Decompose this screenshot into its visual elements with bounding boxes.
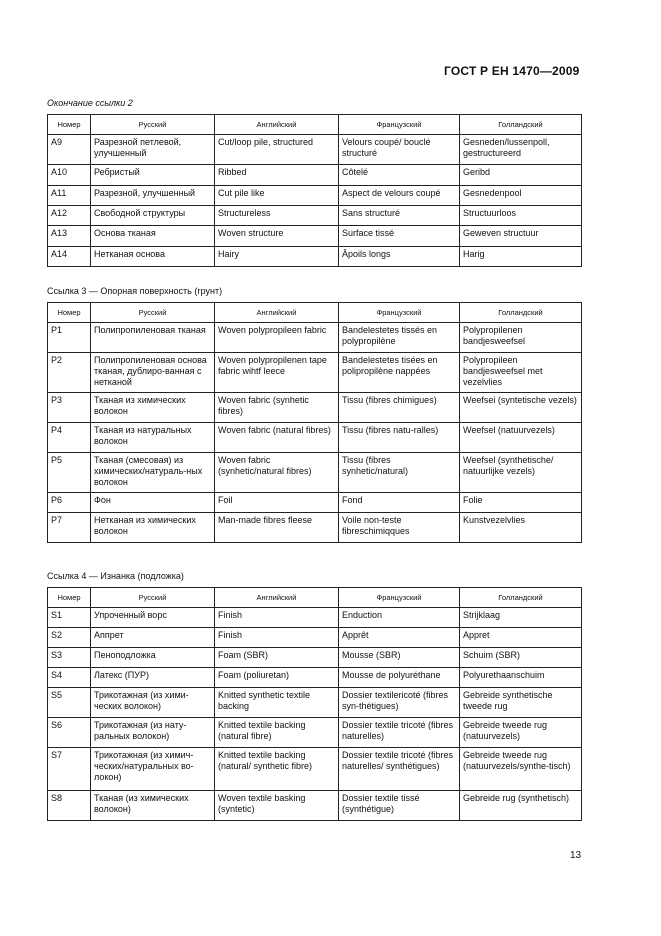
table-cell: Gebreide synthetische tweede rug xyxy=(460,688,582,718)
table-cell: Основа тканая xyxy=(91,226,215,247)
table-cell: Ribbed xyxy=(215,165,339,186)
table-row xyxy=(48,423,582,453)
table-cell: S2 xyxy=(48,628,91,648)
terms-table xyxy=(47,114,582,267)
table-row xyxy=(48,648,582,668)
table-cell: Structureless xyxy=(215,206,339,226)
table-cell: Finish xyxy=(215,628,339,648)
table-cell: Fond xyxy=(339,493,460,513)
table-cell: A12 xyxy=(48,206,91,226)
column-header: Английский xyxy=(215,588,339,608)
table-cell: Woven polypropilenen tape fabric wihtf leece xyxy=(215,353,339,393)
column-header: Французский xyxy=(339,115,460,135)
table-cell: P1 xyxy=(48,323,91,353)
table-cell: S5 xyxy=(48,688,91,718)
table-cell: A9 xyxy=(48,135,91,165)
table-cell: Knitted textile backing (natural/ synthetic fibre) xyxy=(215,748,339,791)
table-cell: Тканая (смесовая) из химических/натураль-ных волокон xyxy=(91,453,215,493)
table-cell: A14 xyxy=(48,247,91,267)
table-cell: Полипропиленовая основа тканая, дублиро-ванная с нетканой xyxy=(91,353,215,393)
table-cell: Разрезной, улучшенный xyxy=(91,186,215,206)
table-row xyxy=(48,668,582,688)
table-cell: P5 xyxy=(48,453,91,493)
table-cell: Apprêt xyxy=(339,628,460,648)
table-cell: Tissu (fibres chimigues) xyxy=(339,393,460,423)
table-cell: A13 xyxy=(48,226,91,247)
table-cell: Свободной структуры xyxy=(91,206,215,226)
table-row xyxy=(48,353,582,393)
table-cell: S6 xyxy=(48,718,91,748)
table-row xyxy=(48,628,582,648)
table-row xyxy=(48,688,582,718)
column-header: Голландский xyxy=(460,303,582,323)
column-header: Английский xyxy=(215,115,339,135)
table-cell: Латекс (ПУР) xyxy=(91,668,215,688)
table-cell: Knitted textile backing (natural fibre) xyxy=(215,718,339,748)
table-cell: Тканая из химических волокон xyxy=(91,393,215,423)
table-cell: Harig xyxy=(460,247,582,267)
table-cell: Appret xyxy=(460,628,582,648)
table-cell: Côtelé xyxy=(339,165,460,186)
column-header: Голландский xyxy=(460,115,582,135)
table-cell: Gebreide tweede rug (natuurvezels) xyxy=(460,718,582,748)
table-cell: Weefsel (natuurvezels) xyxy=(460,423,582,453)
column-header: Русский xyxy=(91,588,215,608)
table-cell: Structuurloos xyxy=(460,206,582,226)
table-cell: Фон xyxy=(91,493,215,513)
table-cell: Kunstvezelvlies xyxy=(460,513,582,543)
table-row xyxy=(48,226,582,247)
table-cell: Нетканая основа xyxy=(91,247,215,267)
table-cell: Трикотажная (из хими-ческих волокон) xyxy=(91,688,215,718)
table-cell: P7 xyxy=(48,513,91,543)
table-cell: Bandelestetes tissés en polypropilène xyxy=(339,323,460,353)
table-cell: A11 xyxy=(48,186,91,206)
table-cell: Woven fabric (synhetic fibres) xyxy=(215,393,339,423)
table-cell: Voile non-teste fibreschimiqques xyxy=(339,513,460,543)
table-row xyxy=(48,186,582,206)
table-cell: S3 xyxy=(48,648,91,668)
table-cell: Gebreide rug (synthetisch) xyxy=(460,791,582,821)
column-header: Русский xyxy=(91,115,215,135)
table-cell: Foam (poliuretan) xyxy=(215,668,339,688)
table-row xyxy=(48,608,582,628)
table-cell: Polypropilenen bandjesweefsel xyxy=(460,323,582,353)
table-cell: Sans structuré xyxy=(339,206,460,226)
column-header: Номер xyxy=(48,588,91,608)
table-cell: Woven polypropileen fabric xyxy=(215,323,339,353)
table-cell: Woven textile basking (syntetic) xyxy=(215,791,339,821)
table-cell: Трикотажная (из нату-ральных волокон) xyxy=(91,718,215,748)
table-row xyxy=(48,718,582,748)
table-cell: P3 xyxy=(48,393,91,423)
table-cell: Knitted synthetic textile backing xyxy=(215,688,339,718)
table-cell: Weefsel (synthetische/ natuurlijke vezels) xyxy=(460,453,582,493)
table-cell: S4 xyxy=(48,668,91,688)
column-header: Голландский xyxy=(460,588,582,608)
table-cell: Dossier textile tricoté (fibres naturelles/ synthétigues) xyxy=(339,748,460,791)
table-cell: Нетканая из химических волокон xyxy=(91,513,215,543)
table-header-row xyxy=(48,115,582,135)
table-cell: Gebreide tweede rug (natuurvezels/synthe-tisch) xyxy=(460,748,582,791)
table-cell: Tissu (fibres natu-ralles) xyxy=(339,423,460,453)
table-cell: Geribd xyxy=(460,165,582,186)
table-cell: Тканая из натуральных волокон xyxy=(91,423,215,453)
table-cell: Geweven structuur xyxy=(460,226,582,247)
table-cell: Schuim (SBR) xyxy=(460,648,582,668)
table-cell: Полипропиленовая тканая xyxy=(91,323,215,353)
terms-table xyxy=(47,587,582,821)
table-cell: Man-made fibres fleese xyxy=(215,513,339,543)
table-cell: Enduction xyxy=(339,608,460,628)
table-header-row xyxy=(48,303,582,323)
table-cell: P4 xyxy=(48,423,91,453)
table-cell: S8 xyxy=(48,791,91,821)
table-row xyxy=(48,393,582,423)
table-cell: Woven fabric (synhetic/natural fibres) xyxy=(215,453,339,493)
table-cell: Mousse de polyuréthane xyxy=(339,668,460,688)
table-cell: Surface tissé xyxy=(339,226,460,247)
page-number: 13 xyxy=(570,850,582,861)
table-cell: Dossier textilericoté (fibres syn-thétigues) xyxy=(339,688,460,718)
table-cell: Polyurethaanschuim xyxy=(460,668,582,688)
table-caption: Окончание ссылки 2 xyxy=(47,98,133,108)
table-cell: Dossier textile tissé (synthétigue) xyxy=(339,791,460,821)
table-cell: Woven structure xyxy=(215,226,339,247)
column-header: Номер xyxy=(48,303,91,323)
terms-table xyxy=(47,302,582,543)
table-cell: Finish xyxy=(215,608,339,628)
table-cell: Weefsei (syntetische vezels) xyxy=(460,393,582,423)
table-cell: Velours coupé/ bouclé structuré xyxy=(339,135,460,165)
column-header: Английский xyxy=(215,303,339,323)
table-row xyxy=(48,748,582,791)
table-row xyxy=(48,206,582,226)
table-cell: Ребристый xyxy=(91,165,215,186)
table-row xyxy=(48,247,582,267)
table-cell: Tissu (fibres synhetic/natural) xyxy=(339,453,460,493)
document-title: ГОСТ Р ЕН 1470—2009 xyxy=(444,64,580,78)
table-cell: Упроченный ворс xyxy=(91,608,215,628)
table-cell: Cut pile like xyxy=(215,186,339,206)
table-cell: Gesnedenpool xyxy=(460,186,582,206)
table-row xyxy=(48,453,582,493)
column-header: Французский xyxy=(339,303,460,323)
table-row xyxy=(48,323,582,353)
table-cell: Âpoils longs xyxy=(339,247,460,267)
table-cell: Folie xyxy=(460,493,582,513)
column-header: Французский xyxy=(339,588,460,608)
table-cell: Аппрет xyxy=(91,628,215,648)
table-cell: Hairy xyxy=(215,247,339,267)
table-cell: Трикотажная (из химич-ческих/натуральных во-локон) xyxy=(91,748,215,791)
table-cell: P6 xyxy=(48,493,91,513)
table-row xyxy=(48,513,582,543)
table-cell: S1 xyxy=(48,608,91,628)
table-cell: Bandelestetes tisées en polipropilène nappées xyxy=(339,353,460,393)
table-cell: A10 xyxy=(48,165,91,186)
table-cell: Разрезной петлевой, улучшенный xyxy=(91,135,215,165)
table-cell: Aspect de velours coupé xyxy=(339,186,460,206)
table-row xyxy=(48,791,582,821)
table-cell: Polypropileen bandjesweefsel met vezelvlies xyxy=(460,353,582,393)
table-cell: Тканая (из химических волокон) xyxy=(91,791,215,821)
table-cell: Cut/loop pile, structured xyxy=(215,135,339,165)
table-cell: P2 xyxy=(48,353,91,393)
table-caption: Ссылка 4 — Изнанка (подложка) xyxy=(47,571,184,581)
table-caption: Ссылка 3 — Опорная поверхность (грунт) xyxy=(47,286,223,296)
column-header: Номер xyxy=(48,115,91,135)
table-row xyxy=(48,493,582,513)
table-cell: Woven fabric (natural fibres) xyxy=(215,423,339,453)
table-cell: S7 xyxy=(48,748,91,791)
table-cell: Strijklaag xyxy=(460,608,582,628)
table-cell: Foil xyxy=(215,493,339,513)
table-cell: Foam (SBR) xyxy=(215,648,339,668)
table-row xyxy=(48,135,582,165)
table-cell: Mousse (SBR) xyxy=(339,648,460,668)
table-header-row xyxy=(48,588,582,608)
table-cell: Dossier textile tricoté (fibres naturelles) xyxy=(339,718,460,748)
table-row xyxy=(48,165,582,186)
table-cell: Пеноподложка xyxy=(91,648,215,668)
column-header: Русский xyxy=(91,303,215,323)
table-cell: Gesneden/lussenpoll, gestructureerd xyxy=(460,135,582,165)
